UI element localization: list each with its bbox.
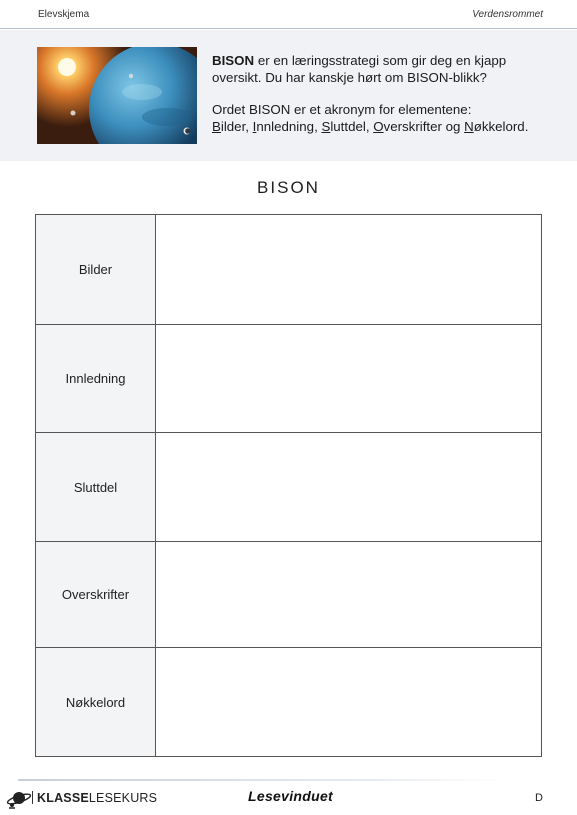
intro-text [212, 53, 557, 135]
saturn-reader-icon [5, 787, 33, 809]
acronym-initial: S [321, 118, 331, 134]
bison-bold: BISON [212, 53, 255, 68]
table-row [36, 542, 541, 648]
footer-divider [18, 779, 508, 781]
acronym-lead: Ordet BISON er et akronym for elementene: [212, 102, 472, 117]
answer-field-overskrifter[interactable] [156, 542, 541, 647]
brand-separator [32, 791, 33, 804]
acronym-rest: økkelord [473, 118, 525, 134]
intro-paragraph-2 [212, 102, 557, 135]
table-row [36, 325, 541, 433]
row-label-sluttdel: Sluttdel [36, 433, 156, 541]
brand-rest: LESEKURS [88, 791, 158, 805]
acronym-rest: verskrifter [383, 118, 442, 134]
row-label-overskrifter: Overskrifter [36, 542, 156, 647]
answer-field-innledning[interactable] [156, 325, 541, 432]
intro-description: er en læringsstrategi som gir deg en kjapp oversikt. Du har kanskje hørt om BISON-blikk? [212, 53, 507, 85]
planet-image [37, 47, 197, 144]
separator: . [524, 118, 529, 134]
product-logo: Lesevinduet [248, 788, 333, 804]
intro-paragraph-1 [212, 53, 557, 86]
table-row [36, 648, 541, 756]
worksheet-type: Elevskjema [38, 9, 90, 20]
separator: og [441, 118, 465, 134]
acronym-rest: luttdel [330, 118, 366, 134]
acronym-rest: nnledning [256, 118, 315, 134]
top-bar [0, 0, 577, 29]
level-indicator: D [535, 792, 543, 804]
acronym-rest: ilder [220, 118, 246, 134]
acronym-initial: B [212, 118, 221, 134]
acronym-initial: I [252, 118, 257, 134]
answer-field-nokkelord[interactable] [156, 648, 541, 756]
brand-name [32, 791, 157, 805]
acronym-list [212, 119, 528, 134]
table-row [36, 433, 541, 542]
row-label-bilder: Bilder [36, 215, 156, 324]
acronym-initial: N [464, 118, 474, 134]
table-row [36, 215, 541, 325]
topic-label: Verdensrommet [472, 9, 543, 20]
separator: , [245, 118, 253, 134]
separator: , [314, 118, 322, 134]
intro-panel [0, 30, 577, 161]
row-label-innledning: Innledning [36, 325, 156, 432]
separator: , [365, 118, 374, 134]
brand-bold: KLASSE [37, 791, 89, 805]
acronym-initial: O [373, 118, 384, 134]
row-label-nokkelord: Nøkkelord [36, 648, 156, 756]
answer-field-sluttdel[interactable] [156, 433, 541, 541]
page-title: BISON [257, 178, 320, 197]
bison-table [35, 214, 542, 757]
answer-field-bilder[interactable] [156, 215, 541, 324]
